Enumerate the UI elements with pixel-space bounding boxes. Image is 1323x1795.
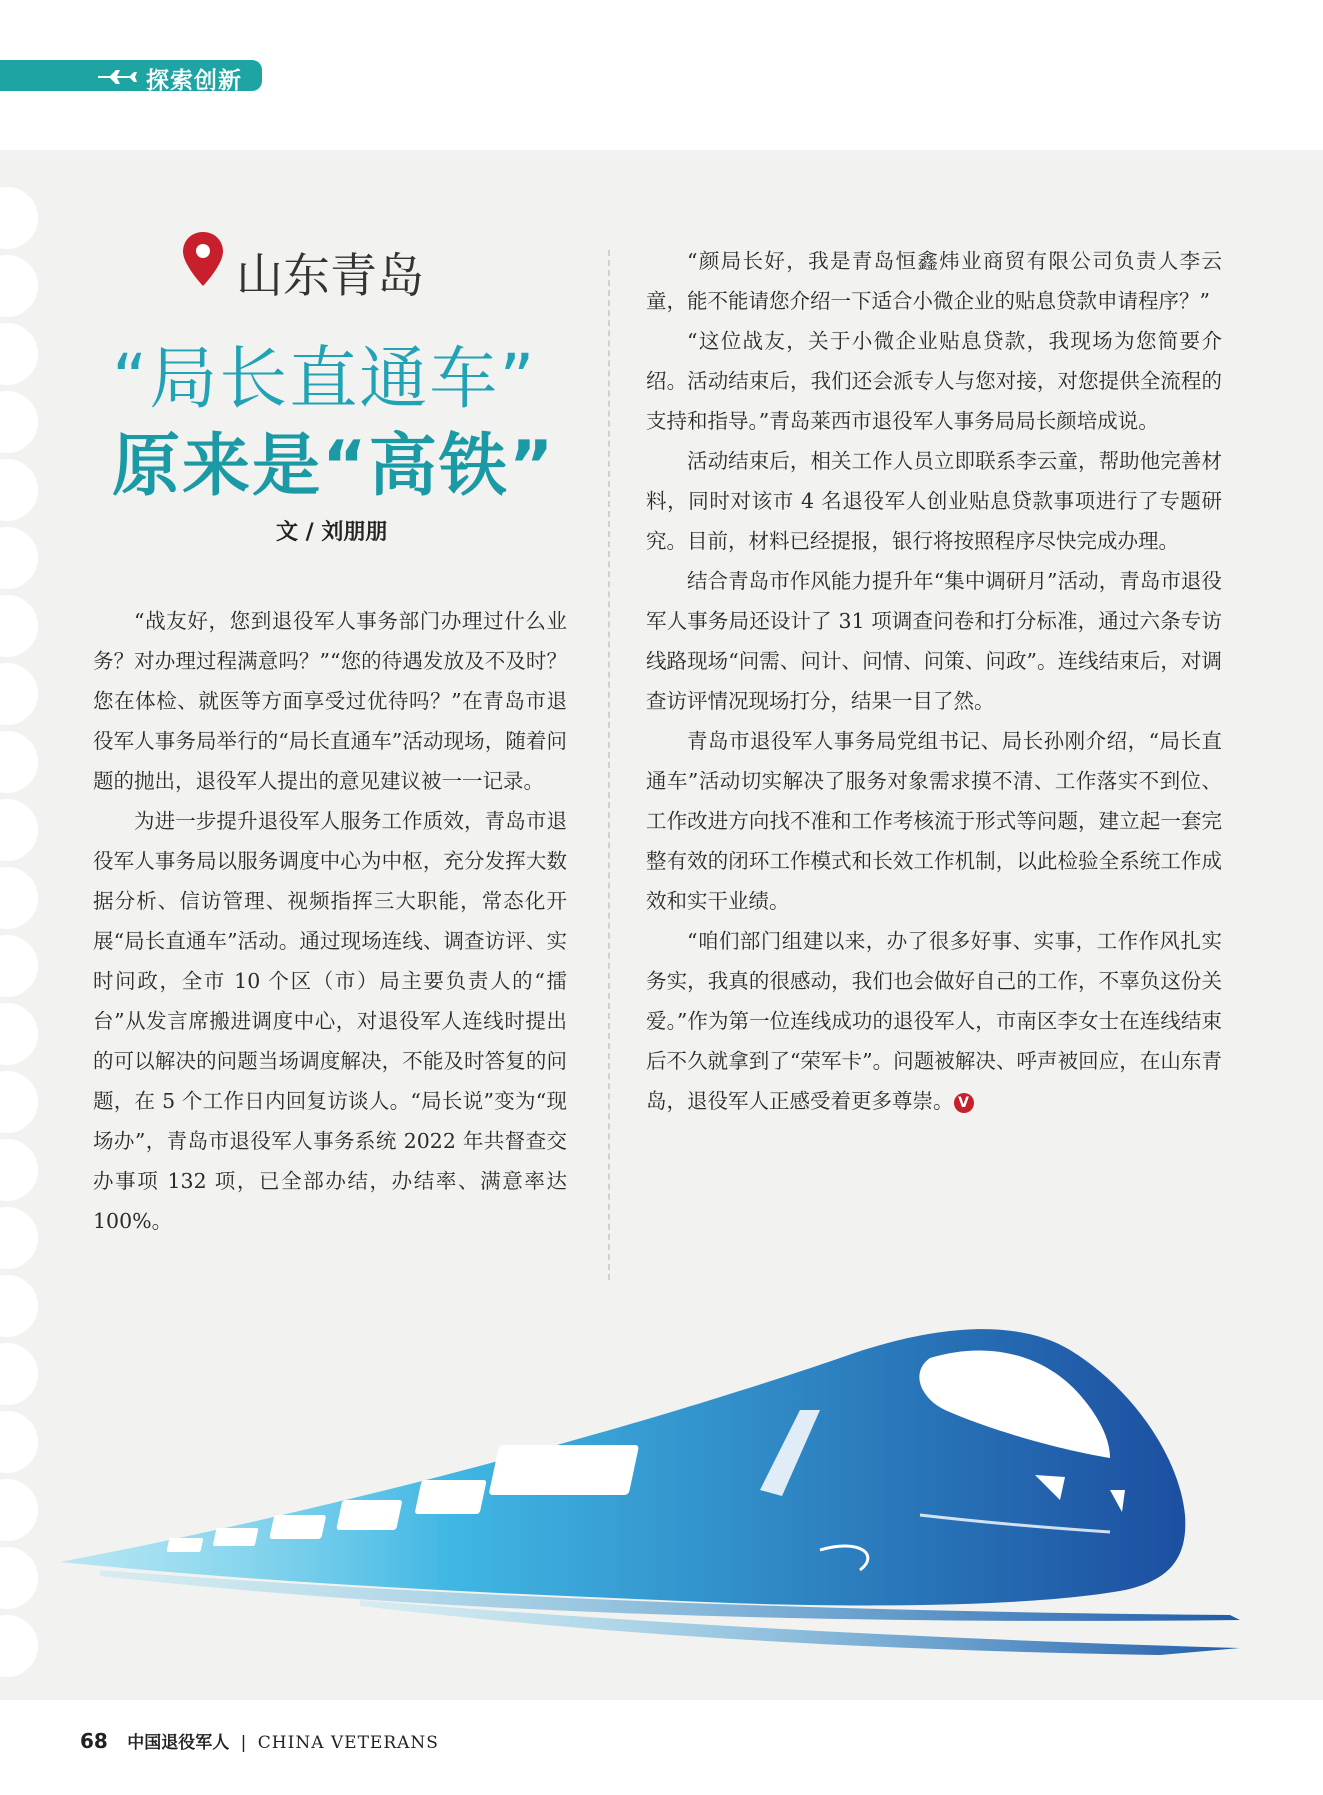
article-title-line1: “局长直通车” <box>112 340 537 419</box>
binder-hole <box>0 323 38 385</box>
section-tab <box>0 60 262 94</box>
binder-hole <box>0 935 38 997</box>
binder-hole <box>0 1479 38 1541</box>
binder-hole <box>0 1139 38 1201</box>
article-title-line2: 原来是“高铁” <box>112 427 556 506</box>
byline: 文 / 刘朋朋 <box>276 520 388 545</box>
binder-hole <box>0 527 38 589</box>
paragraph: 活动结束后，相关工作人员立即联系李云童，帮助他完善材料，同时对该市 4 名退役军人创业贴息贷款事项进行了专题研究。目前，材料已经提报，银行将按照程序尽快完成办理。 <box>646 449 1222 553</box>
article-column-right <box>646 241 1222 1121</box>
binder-hole <box>0 1207 38 1269</box>
magazine-name-cn: 中国退役军人 <box>127 1733 230 1753</box>
binder-hole <box>0 1547 38 1609</box>
binder-hole <box>0 1343 38 1405</box>
binder-hole <box>0 663 38 725</box>
binder-hole <box>0 255 38 317</box>
train-window <box>166 1538 203 1552</box>
magazine-name-en: CHINA VETERANS <box>257 1733 439 1753</box>
train-window <box>415 1480 487 1514</box>
paragraph <box>646 921 1222 1121</box>
paragraph: “这位战友，关于小微企业贴息贷款，我现场为您简要介绍。活动结束后，我们还会派专人与您对接，对您提供全流程的支持和指导。”青岛莱西市退役军人事务局局长颜培成说。 <box>646 329 1222 433</box>
v-badge-icon: V <box>954 1093 974 1113</box>
binder-hole <box>0 799 38 861</box>
binder-hole <box>0 391 38 453</box>
paragraph: “战友好，您到退役军人事务部门办理过什么业务？对办理过程满意吗？”“您的待遇发放及不及时？您在体检、就医等方面享受过优待吗？”在青岛市退役军人事务局举行的“局长直通车”活动现场，随着问题的抛出，退役军人提出的意见建议被一一记录。 <box>93 609 567 793</box>
train-window <box>336 1500 402 1530</box>
column-divider <box>608 250 610 1280</box>
paragraph: “颜局长好，我是青岛恒鑫炜业商贸有限公司负责人李云童，能不能请您介绍一下适合小微企业的贴息贷款申请程序？” <box>646 249 1222 313</box>
paragraph: 青岛市退役军人事务局党组书记、局长孙刚介绍，“局长直通车”活动切实解决了服务对象需求摸不清、工作落实不到位、工作改进方向找不准和工作考核流于形式等问题，建立起一套完整有效的闭环工作模式和长效工作机制，以此检验全系统工作成效和实干业绩。 <box>646 729 1222 913</box>
train-window <box>269 1515 326 1539</box>
paragraph-text: “咱们部门组建以来，办了很多好事、实事，工作作风扎实务实，我真的很感动，我们也会做好自己的工作，不辜负这份关爱。”作为第一位连线成功的退役军人，市南区李女士在连线结束后不久就拿到了“荣军卡”。问题被解决、呼声被回应，在山东青岛，退役军人正感受着更多尊崇。 <box>646 929 1222 1113</box>
page-number: 68 <box>80 1729 108 1753</box>
binder-hole <box>0 731 38 793</box>
section-label: 探索创新 <box>146 68 242 94</box>
binder-hole <box>0 867 38 929</box>
binder-hole <box>0 1071 38 1133</box>
paragraph: 结合青岛市作风能力提升年“集中调研月”活动，青岛市退役军人事务局还设计了 31 项调查问卷和打分标准，通过六条专访线路现场“问需、问计、问情、问策、问政”。连线结束后，对调查访评情况现场打分，结果一目了然。 <box>646 569 1222 713</box>
location-text: 山东青岛 <box>236 249 424 304</box>
binder-hole <box>0 595 38 657</box>
footer-separator: | <box>240 1733 247 1753</box>
page-footer <box>80 1728 439 1753</box>
binder-hole <box>0 459 38 521</box>
binder-hole <box>0 1615 38 1677</box>
binder-hole <box>0 1411 38 1473</box>
train-window <box>213 1528 259 1546</box>
binder-hole <box>0 1275 38 1337</box>
train-window <box>489 1445 640 1495</box>
binder-hole <box>0 1003 38 1065</box>
paragraph: 为进一步提升退役军人服务工作质效，青岛市退役军人事务局以服务调度中心为中枢，充分发挥大数据分析、信访管理、视频指挥三大职能，常态化开展“局长直通车”活动。通过现场连线、调查访评、实时问政，全市 10 个区（市）局主要负责人的“擂台”从发言席搬进调度中心，对退役军人连线时提出的可以解决的问题当场调度解决，不能及时答复的问题，在 5 个工作日内回复访谈人。“局长说”变为“现场办”，青岛市退役军人事务系统 2022 年共督查交办事项 132 项，已全部办结，办结率、满意率达 100%。 <box>93 809 567 1233</box>
high-speed-train-illustration <box>60 1300 1300 1660</box>
article-column-left <box>93 601 567 1241</box>
binder-hole <box>0 187 38 249</box>
plane-icon <box>96 67 138 85</box>
map-pin-icon <box>182 231 224 287</box>
